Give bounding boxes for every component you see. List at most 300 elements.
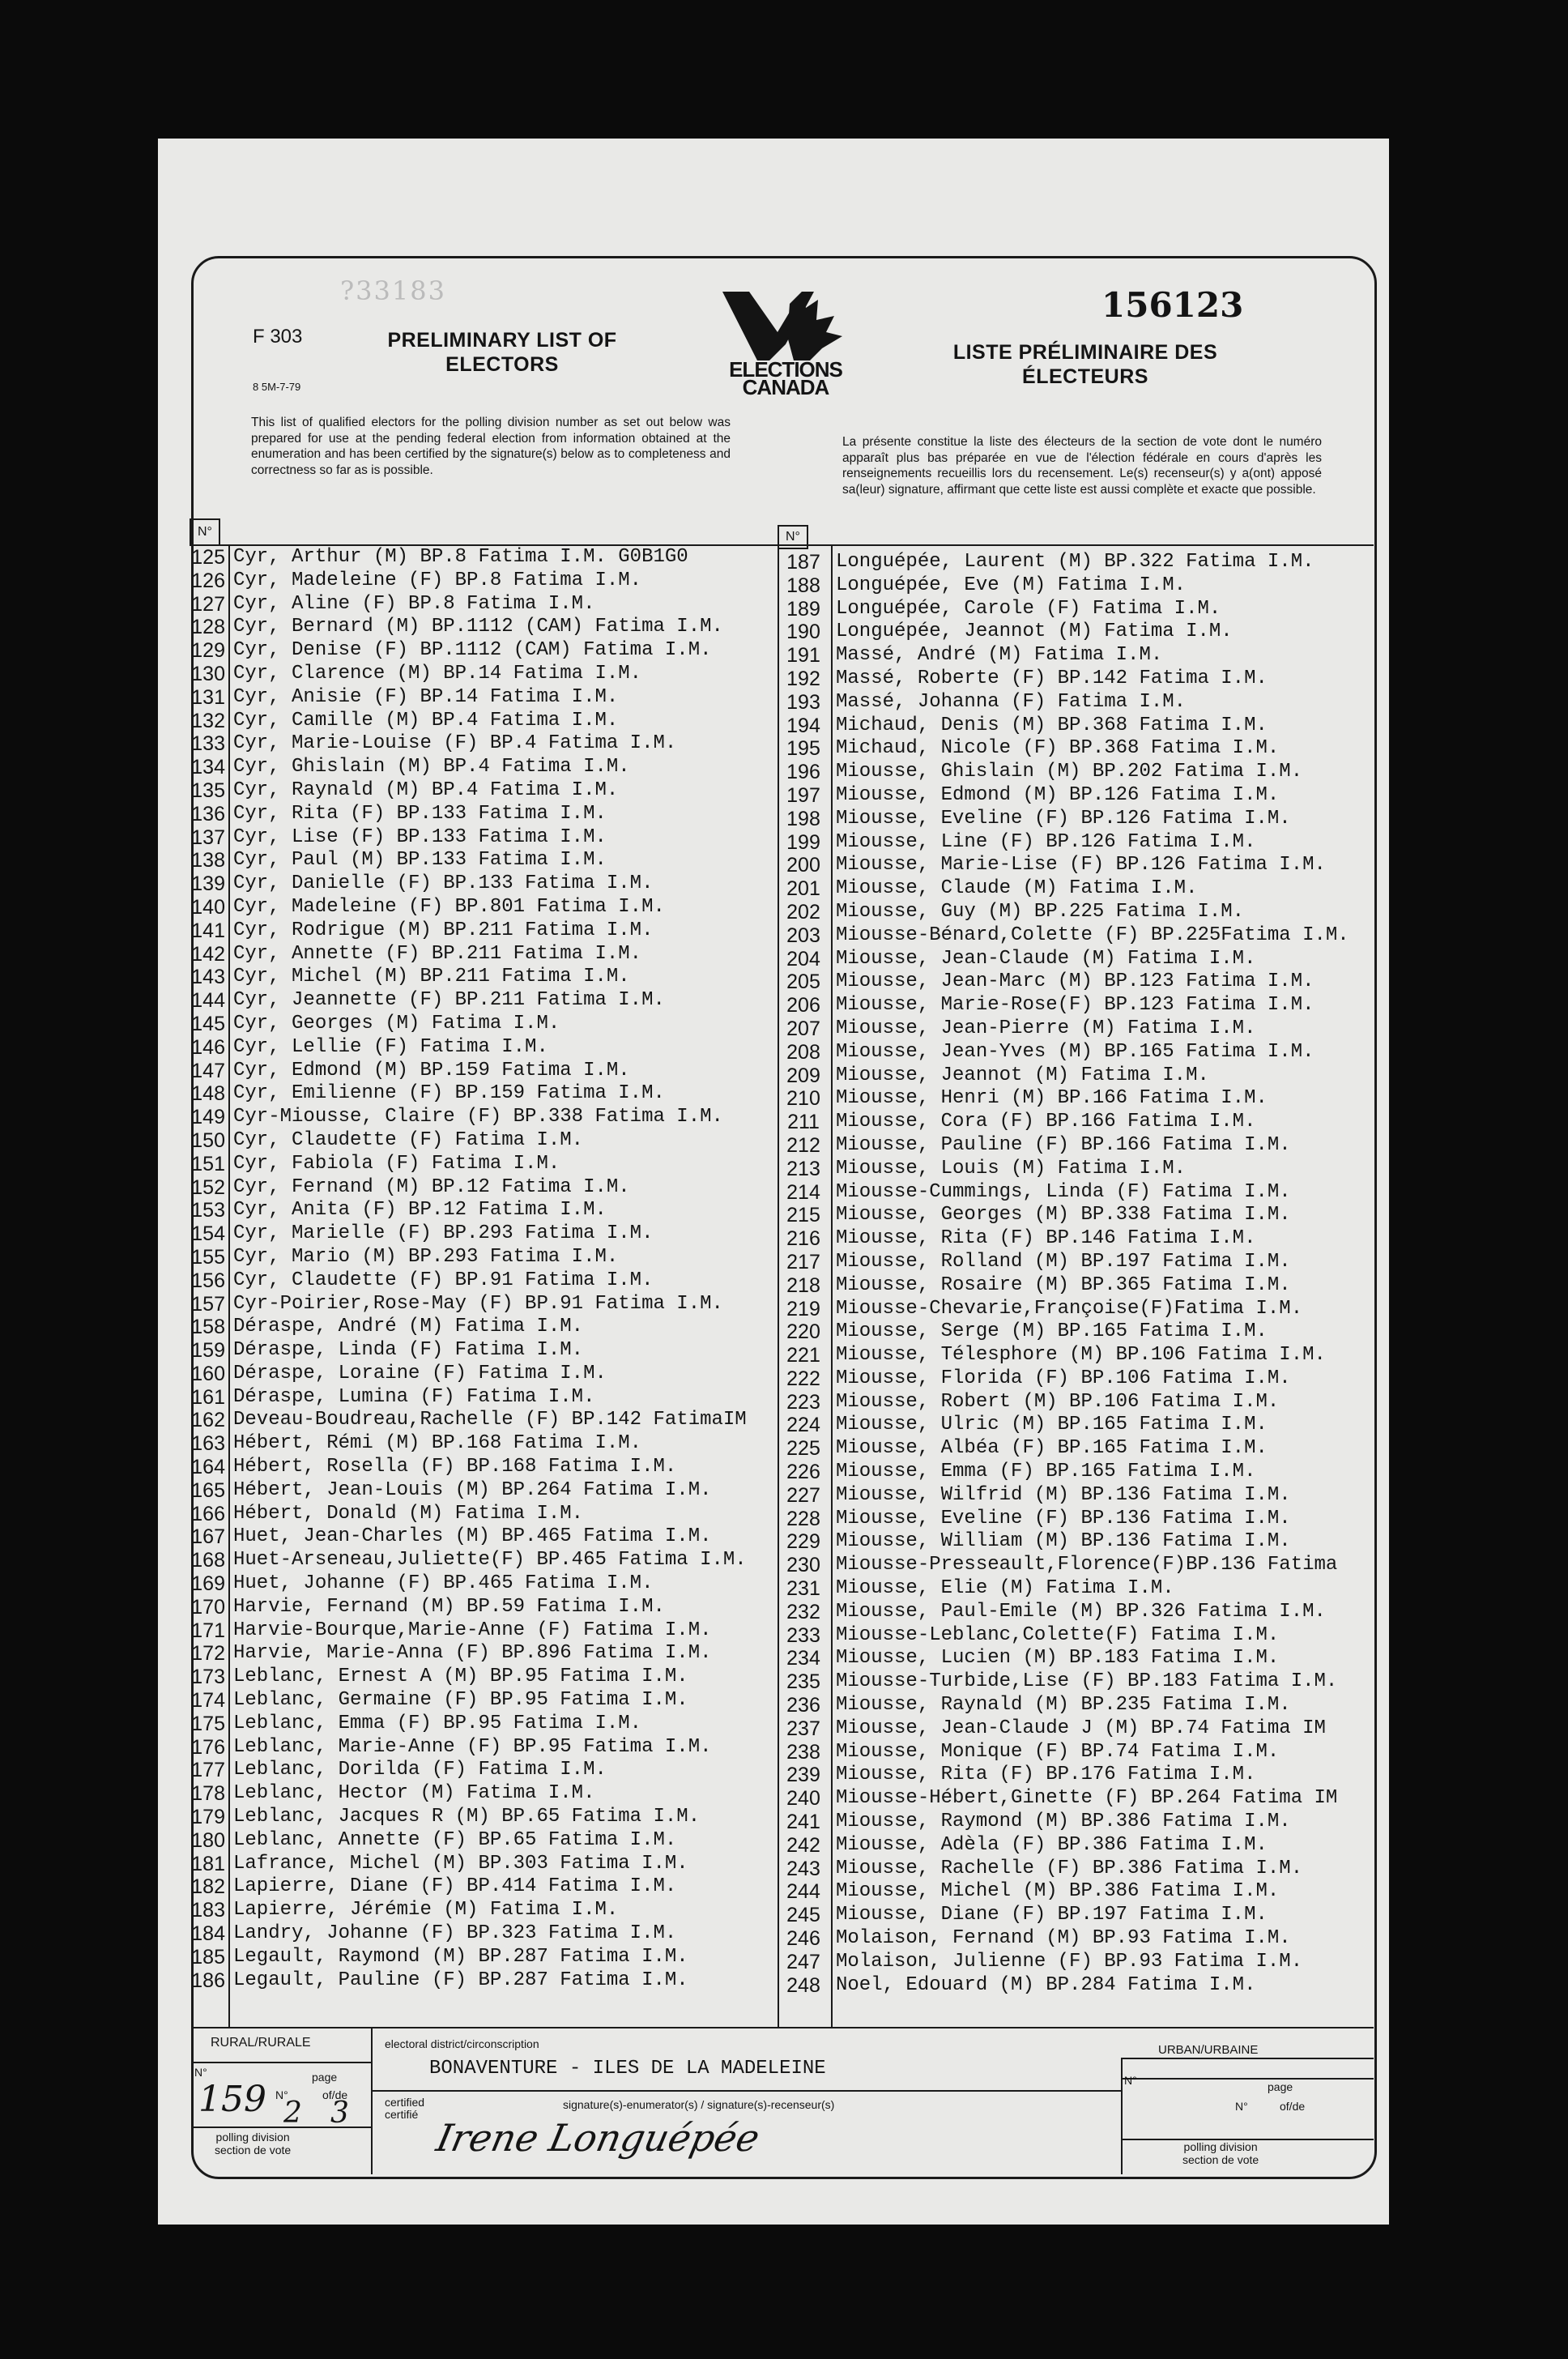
elector-number: 157 bbox=[191, 1292, 225, 1316]
elector-number: 242 bbox=[786, 1833, 820, 1857]
elector-entry: Lafrance, Michel (M) BP.303 Fatima I.M. bbox=[233, 1852, 688, 1875]
elector-number: 205 bbox=[786, 970, 820, 994]
elector-number: 195 bbox=[786, 737, 820, 761]
elector-row bbox=[190, 1503, 778, 1526]
elector-number: 138 bbox=[191, 849, 225, 872]
urban-page-no-label: N° bbox=[1235, 2100, 1248, 2113]
elector-entry: Cyr, Michel (M) BP.211 Fatima I.M. bbox=[233, 966, 630, 988]
elector-entry: Cyr, Claudette (F) Fatima I.M. bbox=[233, 1128, 584, 1151]
elector-row bbox=[190, 896, 778, 919]
elector-row bbox=[779, 1391, 1370, 1414]
elector-row bbox=[779, 1577, 1370, 1601]
elector-row bbox=[779, 1344, 1370, 1367]
elector-number: 243 bbox=[786, 1857, 820, 1880]
elector-entry: Cyr, Fabiola (F) Fatima I.M. bbox=[233, 1152, 560, 1175]
elector-entry: Cyr, Georges (M) Fatima I.M. bbox=[233, 1012, 560, 1034]
elector-entry: Miousse, Marie-Rose(F) BP.123 Fatima I.M. bbox=[836, 994, 1314, 1017]
elector-row bbox=[190, 1013, 778, 1036]
district-value: BONAVENTURE - ILES DE LA MADELEINE bbox=[429, 2058, 826, 2080]
elector-number: 245 bbox=[786, 1904, 820, 1927]
elector-number: 233 bbox=[786, 1623, 820, 1647]
elector-row bbox=[190, 1596, 778, 1619]
rural-page-label: page bbox=[312, 2071, 338, 2084]
elector-row bbox=[190, 872, 778, 896]
elector-entry: Hébert, Donald (M) Fatima I.M. bbox=[233, 1502, 584, 1525]
section-de-vote-label: section de vote bbox=[1182, 2153, 1259, 2166]
elector-entry: Cyr, Clarence (M) BP.14 Fatima I.M. bbox=[233, 662, 642, 685]
elector-row bbox=[190, 1479, 778, 1503]
elector-number: 184 bbox=[191, 1922, 225, 1946]
urban-of-label: of/de bbox=[1280, 2100, 1306, 2113]
elector-number: 141 bbox=[191, 919, 225, 942]
elector-entry: Cyr, Lise (F) BP.133 Fatima I.M. bbox=[233, 825, 607, 848]
elector-number: 201 bbox=[786, 877, 820, 901]
elector-row bbox=[190, 710, 778, 733]
elector-entry: Leblanc, Annette (F) BP.65 Fatima I.M. bbox=[233, 1828, 677, 1851]
elector-row bbox=[190, 1060, 778, 1083]
elector-number: 213 bbox=[786, 1157, 820, 1180]
polling-division-label: polling division bbox=[215, 2131, 290, 2144]
elector-number: 144 bbox=[191, 989, 225, 1013]
title-en-line1: PRELIMINARY LIST OF bbox=[387, 329, 617, 352]
elector-number: 218 bbox=[786, 1273, 820, 1297]
elector-row bbox=[779, 1624, 1370, 1648]
elector-number: 140 bbox=[191, 895, 225, 919]
elector-row bbox=[190, 756, 778, 779]
urban-polling-division-label bbox=[1182, 2140, 1259, 2166]
elector-entry: Cyr, Aline (F) BP.8 Fatima I.M. bbox=[233, 592, 595, 615]
elector-row bbox=[190, 966, 778, 989]
elections-canada-logo bbox=[713, 288, 859, 401]
elector-number: 224 bbox=[786, 1414, 820, 1437]
elector-entry: Miousse, Elie (M) Fatima I.M. bbox=[836, 1577, 1174, 1600]
rural-page-no-label: N° bbox=[275, 2088, 288, 2101]
elector-entry: Cyr-Poirier,Rose-May (F) BP.91 Fatima I.M. bbox=[233, 1292, 723, 1315]
page-number: 2 bbox=[283, 2097, 302, 2130]
elector-entry: Cyr, Mario (M) BP.293 Fatima I.M. bbox=[233, 1245, 619, 1268]
elector-number: 214 bbox=[786, 1180, 820, 1204]
footer-rural-divider bbox=[371, 2027, 373, 2174]
list-bottom-rule bbox=[191, 2027, 1374, 2028]
elector-row bbox=[779, 1670, 1370, 1694]
elector-entry: Miousse, Pauline (F) BP.166 Fatima I.M. bbox=[836, 1133, 1291, 1156]
elector-number: 129 bbox=[191, 639, 225, 663]
elector-row bbox=[190, 849, 778, 872]
intro-text-fr: La présente constitue la liste des électeurs de la section de vote dont le numéro apparaît plus bas préparée en vue de l'élection fédérale en cours d'après les renseignements recueillis lors du recensement. Le(s) recenseur(s) y a(ont) apposé sa(leur) signature, affirmant que cette liste est aussi complète et exacte que possible. bbox=[842, 435, 1322, 497]
elector-number: 199 bbox=[786, 830, 820, 854]
elector-number: 223 bbox=[786, 1390, 820, 1414]
rural-polling-division-label bbox=[215, 2131, 291, 2156]
elector-entry: Miousse-Bénard,Colette (F) BP.225Fatima I.M. bbox=[836, 924, 1349, 946]
elector-number: 152 bbox=[191, 1175, 225, 1199]
elector-entry: Lapierre, Diane (F) BP.414 Fatima I.M. bbox=[233, 1875, 677, 1898]
elector-row bbox=[190, 1269, 778, 1293]
elector-entry: Miousse-Presseault,Florence(F)BP.136 Fatima bbox=[836, 1554, 1338, 1576]
elector-entry: Leblanc, Emma (F) BP.95 Fatima I.M. bbox=[233, 1712, 642, 1734]
elector-entry: Miousse, Jean-Yves (M) BP.165 Fatima I.M. bbox=[836, 1040, 1314, 1063]
elector-row bbox=[779, 1647, 1370, 1670]
form-code: 8 5M-7-79 bbox=[253, 381, 301, 393]
elector-entry: Cyr, Paul (M) BP.133 Fatima I.M. bbox=[233, 849, 607, 872]
elector-row bbox=[190, 1759, 778, 1782]
urban-no-label: N° bbox=[1124, 2074, 1137, 2087]
elector-entry: Miousse, Raymond (M) BP.386 Fatima I.M. bbox=[836, 1811, 1291, 1833]
elector-row bbox=[190, 1246, 778, 1269]
elector-number: 177 bbox=[191, 1759, 225, 1782]
elector-row bbox=[190, 1875, 778, 1899]
elector-number: 130 bbox=[191, 662, 225, 685]
polling-division-label: polling division bbox=[1183, 2140, 1258, 2153]
elector-entry: Lapierre, Jérémie (M) Fatima I.M. bbox=[233, 1899, 619, 1922]
elector-number: 230 bbox=[786, 1554, 820, 1577]
elector-entry: Miousse, Lucien (M) BP.183 Fatima I.M. bbox=[836, 1647, 1280, 1670]
elector-entry: Massé, Johanna (F) Fatima I.M. bbox=[836, 690, 1187, 713]
maple-leaf-x-icon bbox=[713, 288, 859, 365]
certified-en: certified bbox=[385, 2096, 425, 2109]
elector-row bbox=[779, 1741, 1370, 1764]
elector-number: 135 bbox=[191, 779, 225, 802]
certified-label bbox=[385, 2097, 424, 2121]
elector-number: 209 bbox=[786, 1064, 820, 1087]
elector-number: 162 bbox=[191, 1409, 225, 1432]
elector-entry: Miousse, Marie-Lise (F) BP.126 Fatima I.M. bbox=[836, 854, 1326, 877]
rural-label: RURAL/RURALE bbox=[211, 2036, 311, 2050]
elector-row bbox=[779, 1298, 1370, 1321]
elector-number: 165 bbox=[191, 1478, 225, 1502]
elector-entry: Cyr, Camille (M) BP.4 Fatima I.M. bbox=[233, 709, 619, 732]
elector-entry: Cyr, Denise (F) BP.1112 (CAM) Fatima I.M. bbox=[233, 639, 712, 662]
elector-number: 163 bbox=[191, 1432, 225, 1456]
elector-row bbox=[779, 1227, 1370, 1251]
elector-entry: Miousse, Télesphore (M) BP.106 Fatima I.M. bbox=[836, 1344, 1326, 1367]
elector-number: 197 bbox=[786, 783, 820, 807]
elector-entry: Longuépée, Carole (F) Fatima I.M. bbox=[836, 597, 1221, 620]
elector-number: 222 bbox=[786, 1367, 820, 1390]
elector-entry: Miousse, Cora (F) BP.166 Fatima I.M. bbox=[836, 1111, 1256, 1133]
elector-entry: Miousse, Ghislain (M) BP.202 Fatima I.M. bbox=[836, 761, 1303, 783]
elector-row bbox=[190, 686, 778, 710]
title-en-line2: ELECTORS bbox=[445, 353, 559, 376]
elector-row bbox=[779, 1834, 1370, 1858]
title-en bbox=[356, 328, 648, 377]
elector-row bbox=[190, 1572, 778, 1596]
elector-row bbox=[190, 1129, 778, 1153]
elector-entry: Miousse-Chevarie,Françoise(F)Fatima I.M. bbox=[836, 1297, 1303, 1320]
elector-row bbox=[190, 1316, 778, 1339]
elector-number: 204 bbox=[786, 947, 820, 970]
elector-row bbox=[779, 1274, 1370, 1298]
elector-row bbox=[779, 644, 1370, 668]
elector-row bbox=[779, 598, 1370, 621]
elector-entry: Miousse-Cummings, Linda (F) Fatima I.M. bbox=[836, 1180, 1291, 1203]
elector-row bbox=[779, 1437, 1370, 1461]
elector-entry: Miousse, Rachelle (F) BP.386 Fatima I.M. bbox=[836, 1857, 1303, 1879]
elector-entry: Massé, Roberte (F) BP.142 Fatima I.M. bbox=[836, 667, 1268, 689]
elector-number: 186 bbox=[191, 1969, 225, 1992]
elector-row bbox=[190, 616, 778, 639]
elector-row bbox=[190, 663, 778, 686]
rural-of-label: of/de bbox=[322, 2088, 348, 2101]
serial-number: 156123 bbox=[1101, 285, 1244, 325]
elector-number: 198 bbox=[786, 807, 820, 830]
elector-entry: Cyr, Claudette (F) BP.91 Fatima I.M. bbox=[233, 1269, 654, 1291]
elector-entry: Miousse, Adèla (F) BP.386 Fatima I.M. bbox=[836, 1833, 1268, 1856]
elector-entry: Longuépée, Eve (M) Fatima I.M. bbox=[836, 574, 1187, 596]
urban-page-label: page bbox=[1268, 2080, 1293, 2093]
elector-number: 206 bbox=[786, 994, 820, 1017]
elector-row bbox=[190, 1619, 778, 1643]
elector-row bbox=[190, 1736, 778, 1760]
elector-entry: Miousse-Leblanc,Colette(F) Fatima I.M. bbox=[836, 1623, 1280, 1646]
elector-row bbox=[779, 1880, 1370, 1904]
elector-row bbox=[779, 1041, 1370, 1064]
elector-row bbox=[779, 1158, 1370, 1181]
elector-row bbox=[190, 826, 778, 850]
elector-row bbox=[779, 1764, 1370, 1787]
elector-number: 226 bbox=[786, 1461, 820, 1484]
elector-entry: Miousse-Turbide,Lise (F) BP.183 Fatima I.M. bbox=[836, 1670, 1338, 1693]
logo-line1: ELECTIONS bbox=[729, 357, 842, 382]
logo-line2: CANADA bbox=[742, 375, 829, 399]
elector-list-right bbox=[779, 551, 1370, 1997]
elector-row bbox=[779, 924, 1370, 948]
elector-entry: Déraspe, Linda (F) Fatima I.M. bbox=[233, 1339, 584, 1362]
elector-row bbox=[190, 919, 778, 943]
elector-number: 155 bbox=[191, 1245, 225, 1269]
elector-number: 235 bbox=[786, 1670, 820, 1694]
elector-number: 176 bbox=[191, 1735, 225, 1759]
elector-number: 136 bbox=[191, 802, 225, 825]
elector-number: 246 bbox=[786, 1927, 820, 1951]
elector-list-left bbox=[190, 546, 778, 1992]
elector-row bbox=[779, 1951, 1370, 1974]
enumerator-signature: Irene Longuépée bbox=[432, 2116, 764, 2160]
elector-number: 216 bbox=[786, 1227, 820, 1251]
elector-row bbox=[779, 668, 1370, 691]
footer-rule bbox=[1121, 2058, 1374, 2059]
elector-number: 178 bbox=[191, 1782, 225, 1806]
elector-number: 217 bbox=[786, 1250, 820, 1273]
rural-no-label: N° bbox=[194, 2066, 207, 2079]
elector-number: 147 bbox=[191, 1059, 225, 1082]
elector-row bbox=[190, 1222, 778, 1246]
elector-row bbox=[779, 877, 1370, 901]
elector-entry: Miousse, Georges (M) BP.338 Fatima I.M. bbox=[836, 1204, 1291, 1226]
elector-entry: Miousse, Jeannot (M) Fatima I.M. bbox=[836, 1064, 1209, 1086]
elector-entry: Leblanc, Hector (M) Fatima I.M. bbox=[233, 1782, 595, 1805]
elector-entry: Landry, Johanne (F) BP.323 Fatima I.M. bbox=[233, 1922, 677, 1945]
elector-number: 174 bbox=[191, 1689, 225, 1713]
elector-number: 168 bbox=[191, 1549, 225, 1572]
elector-entry: Michaud, Denis (M) BP.368 Fatima I.M. bbox=[836, 714, 1268, 736]
elector-number: 200 bbox=[786, 854, 820, 877]
elector-entry: Cyr, Jeannette (F) BP.211 Fatima I.M. bbox=[233, 989, 665, 1012]
elector-entry: Molaison, Julienne (F) BP.93 Fatima I.M. bbox=[836, 1950, 1303, 1973]
elector-number: 181 bbox=[191, 1852, 225, 1875]
elector-entry: Miousse, Guy (M) BP.225 Fatima I.M. bbox=[836, 900, 1245, 923]
elector-number: 183 bbox=[191, 1899, 225, 1922]
elector-entry: Miousse, Emma (F) BP.165 Fatima I.M. bbox=[836, 1461, 1256, 1483]
elector-row bbox=[190, 1363, 778, 1386]
elector-number: 234 bbox=[786, 1647, 820, 1670]
elector-number: 159 bbox=[191, 1339, 225, 1363]
elector-entry: Cyr, Marie-Louise (F) BP.4 Fatima I.M. bbox=[233, 732, 677, 755]
elector-row bbox=[190, 639, 778, 663]
elector-number: 131 bbox=[191, 685, 225, 709]
elector-entry: Longuépée, Laurent (M) BP.322 Fatima I.M. bbox=[836, 551, 1314, 573]
elector-entry: Cyr, Anita (F) BP.12 Fatima I.M. bbox=[233, 1199, 607, 1222]
elector-row bbox=[190, 1806, 778, 1829]
elector-number: 156 bbox=[191, 1269, 225, 1292]
right-number-header: N° bbox=[778, 525, 808, 549]
elector-row bbox=[779, 808, 1370, 831]
elector-row bbox=[779, 1181, 1370, 1205]
elector-number: 196 bbox=[786, 761, 820, 784]
footer-urban-divider bbox=[1121, 2058, 1123, 2174]
elector-row bbox=[779, 1367, 1370, 1391]
elector-entry: Harvie, Fernand (M) BP.59 Fatima I.M. bbox=[233, 1595, 665, 1618]
elector-row bbox=[190, 1666, 778, 1689]
elector-entry: Michaud, Nicole (F) BP.368 Fatima I.M. bbox=[836, 737, 1280, 760]
elector-number: 137 bbox=[191, 825, 225, 849]
elector-number: 166 bbox=[191, 1502, 225, 1525]
elector-entry: Deveau-Boudreau,Rachelle (F) BP.142 FatimaIM bbox=[233, 1409, 747, 1431]
elector-row bbox=[779, 1111, 1370, 1134]
elector-entry: Cyr, Edmond (M) BP.159 Fatima I.M. bbox=[233, 1059, 630, 1081]
elector-number: 247 bbox=[786, 1950, 820, 1973]
elector-row bbox=[779, 737, 1370, 761]
elector-entry: Miousse, Paul-Emile (M) BP.326 Fatima I.M. bbox=[836, 1600, 1326, 1623]
elector-entry: Déraspe, Lumina (F) Fatima I.M. bbox=[233, 1385, 595, 1408]
elector-number: 203 bbox=[786, 924, 820, 947]
elector-number: 150 bbox=[191, 1128, 225, 1152]
elector-row bbox=[779, 1461, 1370, 1484]
elector-number: 193 bbox=[786, 690, 820, 714]
elector-row bbox=[190, 1082, 778, 1106]
elector-number: 167 bbox=[191, 1525, 225, 1549]
elector-number: 134 bbox=[191, 756, 225, 779]
elector-entry: Miousse-Hébert,Ginette (F) BP.264 Fatima IM bbox=[836, 1787, 1338, 1810]
elector-number: 127 bbox=[191, 592, 225, 616]
elector-number: 221 bbox=[786, 1344, 820, 1367]
elector-number: 172 bbox=[191, 1642, 225, 1666]
elector-row bbox=[190, 593, 778, 616]
elector-number: 194 bbox=[786, 714, 820, 737]
elector-row bbox=[190, 1829, 778, 1853]
elector-row bbox=[779, 1320, 1370, 1344]
elector-number: 225 bbox=[786, 1437, 820, 1461]
elector-entry: Miousse, Rosaire (M) BP.365 Fatima I.M. bbox=[836, 1273, 1291, 1296]
elector-entry: Miousse, Edmond (M) BP.126 Fatima I.M. bbox=[836, 783, 1280, 806]
elector-number: 208 bbox=[786, 1040, 820, 1064]
elector-number: 179 bbox=[191, 1806, 225, 1829]
elector-row bbox=[190, 1386, 778, 1410]
elector-row bbox=[190, 1106, 778, 1129]
elector-number: 236 bbox=[786, 1694, 820, 1717]
elector-row bbox=[190, 1782, 778, 1806]
elector-row bbox=[190, 1549, 778, 1572]
elector-row bbox=[779, 948, 1370, 971]
elector-entry: Cyr, Madeleine (F) BP.8 Fatima I.M. bbox=[233, 569, 642, 591]
elector-number: 133 bbox=[191, 732, 225, 756]
elector-number: 160 bbox=[191, 1362, 225, 1385]
elector-entry: Legault, Raymond (M) BP.287 Fatima I.M. bbox=[233, 1945, 688, 1968]
elector-row bbox=[779, 1717, 1370, 1741]
elector-number: 125 bbox=[191, 546, 225, 569]
elector-row bbox=[190, 1293, 778, 1316]
elector-row bbox=[779, 574, 1370, 598]
elector-number: 185 bbox=[191, 1945, 225, 1969]
elector-entry: Longuépée, Jeannot (M) Fatima I.M. bbox=[836, 621, 1233, 643]
elector-entry: Molaison, Fernand (M) BP.93 Fatima I.M. bbox=[836, 1927, 1291, 1950]
elector-row bbox=[779, 551, 1370, 574]
elector-row bbox=[779, 1064, 1370, 1088]
elector-entry: Miousse, Eveline (F) BP.126 Fatima I.M. bbox=[836, 807, 1291, 830]
elector-row bbox=[779, 715, 1370, 738]
elector-number: 161 bbox=[191, 1385, 225, 1409]
form-number: F 303 bbox=[253, 326, 303, 348]
elector-entry: Miousse, Robert (M) BP.106 Fatima I.M. bbox=[836, 1390, 1280, 1413]
elector-row bbox=[779, 1974, 1370, 1998]
elector-entry: Miousse, Michel (M) BP.386 Fatima I.M. bbox=[836, 1880, 1280, 1903]
elector-entry: Cyr, Danielle (F) BP.133 Fatima I.M. bbox=[233, 872, 654, 895]
elector-entry: Cyr-Miousse, Claire (F) BP.338 Fatima I.M. bbox=[233, 1106, 723, 1128]
urban-label: URBAN/URBAINE bbox=[1158, 2043, 1259, 2057]
elector-entry: Miousse, Serge (M) BP.165 Fatima I.M. bbox=[836, 1320, 1268, 1343]
elector-entry: Cyr, Raynald (M) BP.4 Fatima I.M. bbox=[233, 779, 619, 801]
elector-entry: Miousse, William (M) BP.136 Fatima I.M. bbox=[836, 1530, 1291, 1553]
elector-entry: Huet, Jean-Charles (M) BP.465 Fatima I.M. bbox=[233, 1525, 712, 1548]
elector-number: 175 bbox=[191, 1712, 225, 1735]
elector-row bbox=[779, 1554, 1370, 1577]
elector-number: 149 bbox=[191, 1106, 225, 1129]
elector-entry: Harvie, Marie-Anna (F) BP.896 Fatima I.M. bbox=[233, 1642, 712, 1665]
elector-number: 215 bbox=[786, 1204, 820, 1227]
elector-entry: Miousse, Wilfrid (M) BP.136 Fatima I.M. bbox=[836, 1483, 1291, 1506]
elector-row bbox=[190, 1969, 778, 1993]
elector-row bbox=[190, 779, 778, 803]
elector-entry: Leblanc, Marie-Anne (F) BP.95 Fatima I.M. bbox=[233, 1735, 712, 1758]
elector-number: 164 bbox=[191, 1456, 225, 1479]
elector-entry: Cyr, Anisie (F) BP.14 Fatima I.M. bbox=[233, 685, 619, 708]
elector-row bbox=[779, 1601, 1370, 1624]
left-number-header: N° bbox=[190, 518, 220, 546]
elector-number: 142 bbox=[191, 942, 225, 966]
elector-row bbox=[190, 1525, 778, 1549]
elector-row bbox=[779, 901, 1370, 924]
elector-row bbox=[190, 732, 778, 756]
elector-entry: Cyr, Arthur (M) BP.8 Fatima I.M. G0B1G0 bbox=[233, 546, 688, 568]
elector-entry: Noel, Edouard (M) BP.284 Fatima I.M. bbox=[836, 1973, 1256, 1996]
elector-number: 126 bbox=[191, 569, 225, 592]
elector-entry: Miousse, Jean-Claude J (M) BP.74 Fatima IM bbox=[836, 1717, 1326, 1739]
elector-entry: Miousse, Jean-Marc (M) BP.123 Fatima I.M. bbox=[836, 970, 1314, 993]
elector-row bbox=[779, 1904, 1370, 1927]
elector-number: 153 bbox=[191, 1199, 225, 1222]
elector-number: 146 bbox=[191, 1035, 225, 1059]
elector-row bbox=[779, 1787, 1370, 1811]
elector-row bbox=[779, 1530, 1370, 1554]
footer-rule bbox=[191, 2062, 371, 2063]
elector-row bbox=[190, 1432, 778, 1456]
elector-number: 237 bbox=[786, 1717, 820, 1740]
elector-entry: Hébert, Jean-Louis (M) BP.264 Fatima I.M. bbox=[233, 1478, 712, 1501]
elector-entry: Miousse, Ulric (M) BP.165 Fatima I.M. bbox=[836, 1414, 1268, 1436]
elector-entry: Miousse, Florida (F) BP.106 Fatima I.M. bbox=[836, 1367, 1291, 1389]
title-fr-line1: LISTE PRÉLIMINAIRE DES bbox=[952, 341, 1218, 364]
elector-row bbox=[190, 1922, 778, 1946]
elector-row bbox=[779, 1204, 1370, 1227]
